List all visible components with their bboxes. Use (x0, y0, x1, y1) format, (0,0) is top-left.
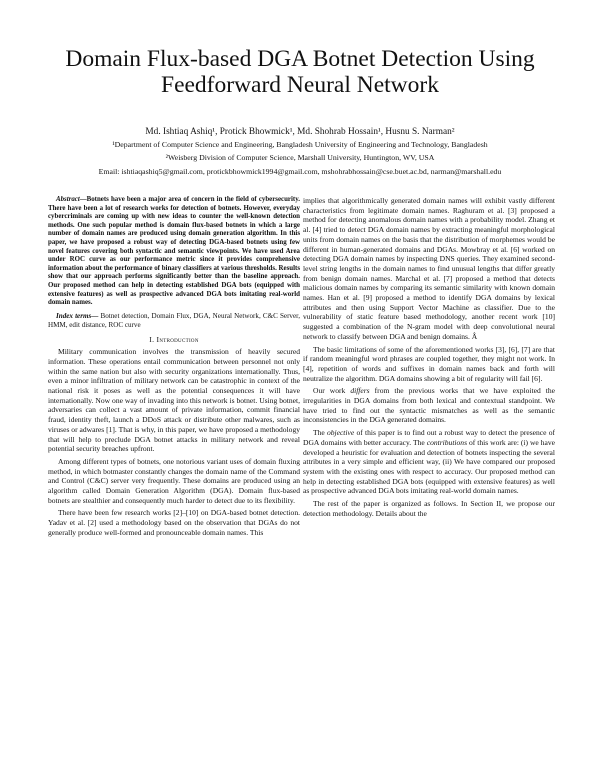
index-terms-text: Botnet detection, Domain Flux, DGA, Neural Network, C&C Server, HMM, edit distance, ROC curve (48, 311, 300, 329)
body-paragraph: Military communication involves the transmission of heavily secured information. These operations entail communication between personnel not only within the same nation but also with security organizations internationally. Thus, even a minor infiltration of military network can be catastrophic in context of the national risk it poses as well as the potential consequences it will have internationally. Now one way of invading into this network is botnet. Using botnet, adversaries can collect a vast amount of private information, commit financial fraud, identity theft, launch a DDoS attack or distribute other malwares, such as viruses or adwares [1]. That is why, in this paper, we have proposed a methodology that will help to preclude DGA botnet attacks in military network and reveal potential security breaches upfront. (48, 347, 300, 454)
emphasis: objective (326, 428, 355, 438)
body-paragraph (303, 386, 555, 425)
abstract (48, 196, 300, 308)
index-terms-separator: — (91, 311, 101, 320)
index-terms (48, 312, 300, 330)
abstract-text: Botnets have been a major area of concern in the field of cybersecurity. There have been a lot of research works for detection of botnets. However, everyday cybercriminals are coming up with new ideas to counter the well-known detection methods. One such popular method is domain flux-based botnets in which a large number of domain names are produced using domain generation algorithm. In this paper, we have proposed a robust way of detecting DGA-based botnets using few novel features covering both syntactic and semantic viewpoints. We have used Area under ROC curve as our performance metric since it provides comprehensive information about the performance of binary classifiers at various thresholds. Results show that our approach performs significantly better than the baseline approach. Our proposed method can help in detecting established DGA bots (equipped with extensive features) as well as prospective advanced DGA bots imitating real-world domain names. (48, 196, 300, 307)
email-list: Email: ishtiaqashiq5@gmail.com, protickbhowmick1994@gmail.com, mshohrabhossain@cse.buet.ac.bd, narman@marshall.edu (98, 167, 502, 176)
affiliation-1: ¹Department of Computer Science and Engineering, Bangladesh University of Engineering and Technology, Bangladesh (112, 140, 488, 149)
body-paragraph: The basic limitations of some of the aforementioned works [3], [6], [7] are that if random meaningful word phrases are coupled together, they might not work. In [4], repetition of words and suffixes in domain names back and forth will neutralize the algorithm. DGA domains showing a bit of regularity will fail [6]. (303, 344, 555, 383)
text-run: from the previous works that we have exploited the irregularities in DGA domains from both lexical and contextual standpoint. We have tried to find out the syntactic mismatches as well as the semantic inconsistencies in the DGA generated domains. (303, 386, 555, 425)
body-paragraph: Among different types of botnets, one notorious variant uses of domain fluxing method, in which botmaster constantly changes the domain name of the Command and Control (C&C) server very frequently. These domains are produced using an algorithm called Domain Generation Algorithm (DGA). Domain flux-based botnets are stealthier and consequently much harder to detect due to its flexibility. (48, 456, 300, 505)
section-heading: I. Introduction (149, 334, 199, 344)
right-column (303, 196, 555, 519)
text-run: The (313, 428, 327, 438)
body-paragraph: The rest of the paper is organized as follows. In Section II, we propose our detection methodology. Details about the (303, 499, 555, 518)
text-run: Our work (313, 386, 351, 396)
affiliation-2: ²Weisberg Division of Computer Science, Marshall University, Huntington, WV, USA (165, 153, 435, 162)
body-paragraph: There have been few research works [2]–[10] on DGA-based botnet detection. Yadav et al. [2] used a methodology based on the observation that DGAs do not generally produce well-formed and pronounceable domain names. This (48, 508, 300, 537)
body-paragraph (303, 428, 555, 496)
text-run: of this work are: (i) we have developed a heuristic for evaluation and detection of botnets inspecting the several attributes in a very simple and efficient way, (ii) We have compared our proposed system with the existing ones with respect to accuracy. Our proposed method can help in detecting established DGA bots (equipped with extensive features) as well as prospective advanced DGA bots imitating real-world domain names. (303, 437, 555, 496)
abstract-label: Abstract (56, 196, 80, 203)
abstract-separator: — (79, 196, 87, 203)
text-run: of this paper is to find out a robust way to detect the presence of DGA domains with better accuracy. The (303, 428, 555, 447)
emphasis: contributions (426, 437, 468, 447)
emphasis: differs (350, 386, 370, 396)
paper-title: Domain Flux-based DGA Botnet Detection Using Feedforward Neural Network (65, 46, 535, 98)
author-list: Md. Ishtiaq Ashiq¹, Protick Bhowmick¹, Md. Shohrab Hossain¹, Husnu S. Narman² (145, 127, 455, 137)
left-column (48, 196, 300, 538)
body-paragraph: implies that algorithmically generated domain names will exhibit vastly different characteristics from legitimate domain names. Raghuram et al. [3] proposed a method for detecting anomalous domain names with a probability model. Zhang et al. [4] tried to detect DGA domain names by extracting meaningful morphological units from domain names on the basis that the distribution of morphemes would be different in human-generated domains and DGAs. Mowbray et al. [6] worked on detecting DGA domain names by inspecting DNS queries. They examined second-level string lengths in the domain names to find unusual lengths that differ greatly from benign domain names. Marchal et al. [7] proposed a method that detects malicious domain names by comparing its semantic similarity with known domain names. Han et al. [9] proposed a method to identify DGA domains by lexical attributes and then using Support Vector Machine as classifier. Due to the vulnerability of static feature based methodology, another recent work [10] suggested a combination of the N-gram model with deep convolutional neural network to classify between DGA and benign domains. Â (303, 196, 555, 341)
index-terms-label: Index terms (56, 311, 92, 320)
